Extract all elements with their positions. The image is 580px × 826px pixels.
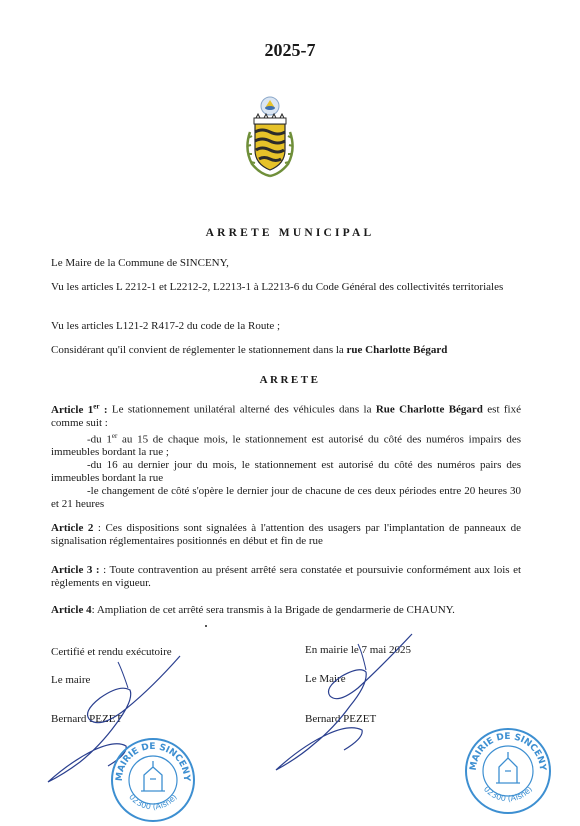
article-1-text-b: est fixé comme suit : bbox=[51, 403, 521, 429]
arrete-heading: ARRETE bbox=[259, 374, 321, 386]
article-1-label-colon: : bbox=[99, 403, 108, 416]
signing-date: En mairie le 7 mai 2025 bbox=[305, 644, 411, 656]
considerant-street: rue Charlotte Bégard bbox=[346, 344, 448, 356]
right-signatory-name: Bernard PEZET bbox=[305, 713, 377, 725]
article-1-street: Rue Charlotte Bégard bbox=[375, 403, 483, 416]
considerant-text: Considérant qu'il convient de réglementer le stationnement dans la bbox=[51, 344, 347, 356]
certification-line: Certifié et rendu exécutoire bbox=[51, 646, 172, 658]
article-1-label-sup: er bbox=[93, 402, 100, 410]
article-1 bbox=[51, 400, 521, 511]
article-1-label bbox=[51, 404, 107, 416]
right-stamp-bottom-text: 02300 (Aisne) bbox=[481, 784, 535, 804]
right-signatory-role: Le Maire bbox=[305, 673, 346, 685]
article-3 bbox=[51, 564, 521, 590]
article-1-line-1-b: au 15 de chaque mois, le stationnement est autorisé du côté des numéros impairs des immeubles bordant la rue ; bbox=[51, 433, 521, 459]
article-1-label-text: Article 1 bbox=[51, 403, 94, 416]
article-1-line-1 bbox=[51, 430, 521, 460]
article-1-line-1-a: -du 1 bbox=[87, 433, 112, 446]
article-4-text: : Ampliation de cet arrêté sera transmis à la Brigade de gendarmerie de CHAUNY. bbox=[91, 604, 455, 616]
article-3-text: : Toute contravention au présent arrêté sera constatée et poursuivie conformément aux lois et règlements en vigueur. bbox=[51, 564, 522, 589]
right-handwritten-signature bbox=[262, 630, 432, 775]
scan-speck bbox=[205, 625, 207, 627]
left-official-stamp bbox=[108, 735, 198, 825]
considerant-line bbox=[51, 344, 521, 357]
document-number: 2025-7 bbox=[264, 40, 316, 60]
article-1-line-1-sup: er bbox=[111, 431, 118, 440]
left-stamp-bottom-text: 02300 (Aisne) bbox=[127, 792, 179, 812]
coat-of-arms-icon bbox=[244, 94, 296, 180]
left-signatory-name: Bernard PEZET bbox=[51, 713, 123, 725]
article-2 bbox=[51, 522, 521, 548]
article-4-label: Article 4 bbox=[51, 604, 92, 616]
decree-title: ARRETE MUNICIPAL bbox=[205, 227, 375, 239]
article-1-text-a: Le stationnement unilatéral alterné des véhicules dans la bbox=[107, 403, 376, 416]
right-stamp-top-text: MAIRIE DE SINCENY bbox=[468, 731, 548, 772]
svg-text:02300 (Aisne) bbox=[482, 785, 534, 804]
mayor-line: Le Maire de la Commune de SINCENY, bbox=[51, 257, 229, 269]
article-2-text: : Ces dispositions sont signalées à l'attention des usagers par l'implantation de panneaux de signalisation réglementaires positionnés en début et fin de rue bbox=[51, 522, 521, 547]
svg-text:02300 (Aisne) bbox=[127, 792, 179, 811]
article-2-label: Article 2 bbox=[51, 522, 94, 534]
legal-reference-cgct: Vu les articles L 2212-1 et L2212-2, L2213-1 à L2213-6 du Code Général des collectivités territoriales bbox=[51, 281, 504, 293]
legal-reference-code-route: Vu les articles L121-2 R417-2 du code de la Route ; bbox=[51, 320, 281, 332]
right-official-stamp bbox=[462, 725, 554, 817]
article-3-label: Article 3 : bbox=[51, 564, 100, 576]
left-signatory-role: Le maire bbox=[51, 674, 91, 686]
left-stamp-top-text: MAIRIE DE SINCENY bbox=[114, 741, 192, 782]
article-1-line-2: -du 16 au dernier jour du mois, le stationnement est autorisé du côté des numéros pairs des immeubles bordant la rue bbox=[51, 459, 521, 485]
article-4 bbox=[51, 604, 521, 617]
article-1-line-3: -le changement de côté s'opère le dernier jour de chacune de ces deux périodes entre 20 heures 30 et 21 heures bbox=[51, 485, 521, 511]
